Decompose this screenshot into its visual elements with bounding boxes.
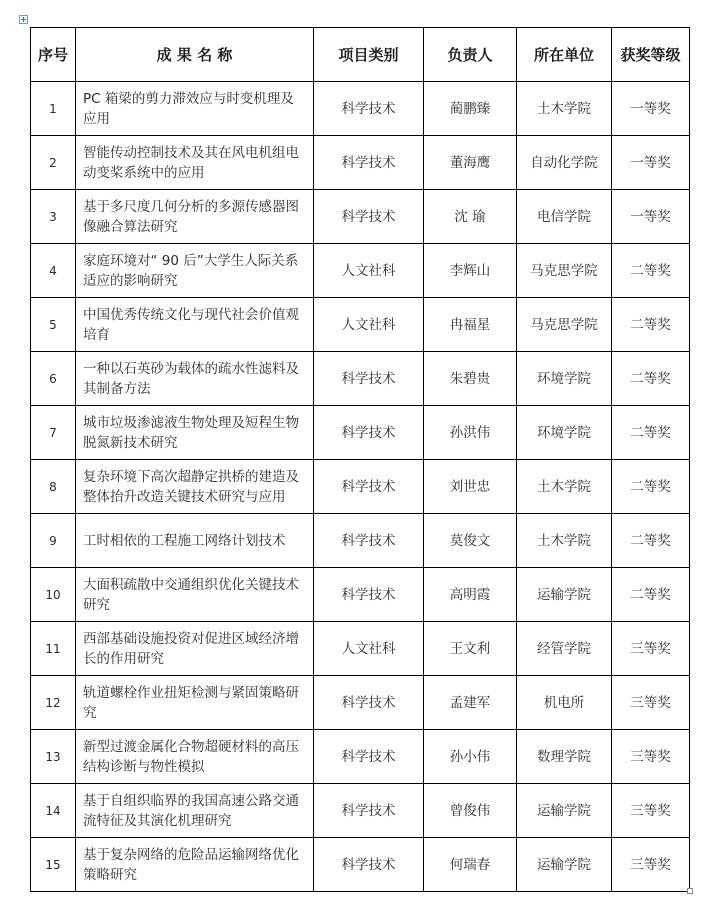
cell-category: 人文社科 [314, 298, 424, 352]
cell-title: 一种以石英砂为载体的疏水性滤料及其制备方法 [76, 352, 314, 406]
cell-award: 三等奖 [612, 784, 690, 838]
cell-title: 基于自组织临界的我国高速公路交通流特征及其演化机理研究 [76, 784, 314, 838]
cell-no: 2 [31, 136, 76, 190]
cell-unit: 经管学院 [517, 622, 612, 676]
table-row [31, 352, 690, 406]
table-row [31, 514, 690, 568]
cell-award: 三等奖 [612, 676, 690, 730]
cell-award: 二等奖 [612, 298, 690, 352]
cell-category: 科学技术 [314, 460, 424, 514]
cell-award: 二等奖 [612, 568, 690, 622]
cell-category: 人文社科 [314, 622, 424, 676]
table-move-handle-icon[interactable] [19, 15, 28, 24]
header-award: 获奖等级 [612, 28, 690, 82]
table-row [31, 190, 690, 244]
cell-category: 科学技术 [314, 352, 424, 406]
table-row [31, 244, 690, 298]
cell-category: 科学技术 [314, 730, 424, 784]
awards-table [30, 27, 690, 892]
header-no: 序号 [31, 28, 76, 82]
cell-category: 科学技术 [314, 838, 424, 892]
cell-unit: 运输学院 [517, 568, 612, 622]
cell-title: 城市垃圾渗滤液生物处理及短程生物脱氮新技术研究 [76, 406, 314, 460]
table-body [31, 82, 690, 892]
cell-unit: 土木学院 [517, 82, 612, 136]
table-row [31, 82, 690, 136]
cell-leader: 孙小伟 [424, 730, 517, 784]
cell-leader: 何瑞春 [424, 838, 517, 892]
cell-category: 科学技术 [314, 514, 424, 568]
cell-no: 6 [31, 352, 76, 406]
cell-title: 复杂环境下高次超静定拱桥的建造及整体抬升改造关键技术研究与应用 [76, 460, 314, 514]
table-row [31, 622, 690, 676]
cell-leader: 李辉山 [424, 244, 517, 298]
cell-no: 7 [31, 406, 76, 460]
cell-title: 中国优秀传统文化与现代社会价值观培育 [76, 298, 314, 352]
cell-title: 基于复杂网络的危险品运输网络优化策略研究 [76, 838, 314, 892]
cell-award: 一等奖 [612, 82, 690, 136]
cell-no: 15 [31, 838, 76, 892]
cell-unit: 马克思学院 [517, 298, 612, 352]
cell-title: 大面积疏散中交通组织优化关键技术研究 [76, 568, 314, 622]
cell-unit: 机电所 [517, 676, 612, 730]
cell-no: 3 [31, 190, 76, 244]
table-row [31, 568, 690, 622]
cell-unit: 运输学院 [517, 784, 612, 838]
cell-unit: 自动化学院 [517, 136, 612, 190]
cell-no: 12 [31, 676, 76, 730]
cell-award: 一等奖 [612, 190, 690, 244]
table-row [31, 298, 690, 352]
cell-category: 科学技术 [314, 136, 424, 190]
cell-no: 11 [31, 622, 76, 676]
cell-title: 轨道螺栓作业扭矩检测与紧固策略研究 [76, 676, 314, 730]
cell-leader: 沈 瑜 [424, 190, 517, 244]
cell-leader: 董海鹰 [424, 136, 517, 190]
cell-title: 基于多尺度几何分析的多源传感器图像融合算法研究 [76, 190, 314, 244]
cell-category: 科学技术 [314, 82, 424, 136]
cell-no: 14 [31, 784, 76, 838]
cell-category: 科学技术 [314, 190, 424, 244]
cell-no: 1 [31, 82, 76, 136]
table-header-row [31, 28, 690, 82]
cell-unit: 电信学院 [517, 190, 612, 244]
table-resize-handle[interactable] [687, 888, 693, 894]
cell-category: 科学技术 [314, 406, 424, 460]
cell-leader: 孙洪伟 [424, 406, 517, 460]
cell-no: 8 [31, 460, 76, 514]
cell-award: 二等奖 [612, 514, 690, 568]
cell-award: 二等奖 [612, 352, 690, 406]
table-row [31, 784, 690, 838]
header-leader: 负责人 [424, 28, 517, 82]
header-title: 成 果 名 称 [76, 28, 314, 82]
cell-award: 三等奖 [612, 622, 690, 676]
table-row [31, 676, 690, 730]
cell-leader: 朱碧贵 [424, 352, 517, 406]
cell-unit: 土木学院 [517, 460, 612, 514]
cell-no: 10 [31, 568, 76, 622]
cell-leader: 刘世忠 [424, 460, 517, 514]
table-row [31, 460, 690, 514]
cell-leader: 莫俊文 [424, 514, 517, 568]
cell-no: 4 [31, 244, 76, 298]
cell-no: 9 [31, 514, 76, 568]
cell-award: 二等奖 [612, 406, 690, 460]
cell-leader: 王文利 [424, 622, 517, 676]
cell-unit: 运输学院 [517, 838, 612, 892]
cell-award: 三等奖 [612, 730, 690, 784]
table-row [31, 406, 690, 460]
cell-title: 智能传动控制技术及其在风电机组电动变桨系统中的应用 [76, 136, 314, 190]
cell-title: 新型过渡金属化合物超硬材料的高压结构诊断与物性模拟 [76, 730, 314, 784]
cell-leader: 高明霞 [424, 568, 517, 622]
cell-no: 13 [31, 730, 76, 784]
table-row [31, 838, 690, 892]
cell-category: 人文社科 [314, 244, 424, 298]
cell-award: 一等奖 [612, 136, 690, 190]
cell-leader: 孟建军 [424, 676, 517, 730]
cell-award: 二等奖 [612, 460, 690, 514]
cell-leader: 曾俊伟 [424, 784, 517, 838]
cell-award: 三等奖 [612, 838, 690, 892]
cell-unit: 环境学院 [517, 352, 612, 406]
cell-no: 5 [31, 298, 76, 352]
cell-title: 工时相依的工程施工网络计划技术 [76, 514, 314, 568]
header-unit: 所在单位 [517, 28, 612, 82]
cell-unit: 土木学院 [517, 514, 612, 568]
header-category: 项目类别 [314, 28, 424, 82]
table-row [31, 136, 690, 190]
cell-unit: 数理学院 [517, 730, 612, 784]
cell-title: PC 箱梁的剪力滞效应与时变机理及应用 [76, 82, 314, 136]
cell-category: 科学技术 [314, 676, 424, 730]
cell-unit: 环境学院 [517, 406, 612, 460]
cell-category: 科学技术 [314, 568, 424, 622]
cell-leader: 蔺鹏臻 [424, 82, 517, 136]
cell-category: 科学技术 [314, 784, 424, 838]
cell-award: 二等奖 [612, 244, 690, 298]
cell-leader: 冉福星 [424, 298, 517, 352]
cell-unit: 马克思学院 [517, 244, 612, 298]
cell-title: 西部基础设施投资对促进区域经济增长的作用研究 [76, 622, 314, 676]
cell-title: 家庭环境对“ 90 后”大学生人际关系适应的影响研究 [76, 244, 314, 298]
table-row [31, 730, 690, 784]
